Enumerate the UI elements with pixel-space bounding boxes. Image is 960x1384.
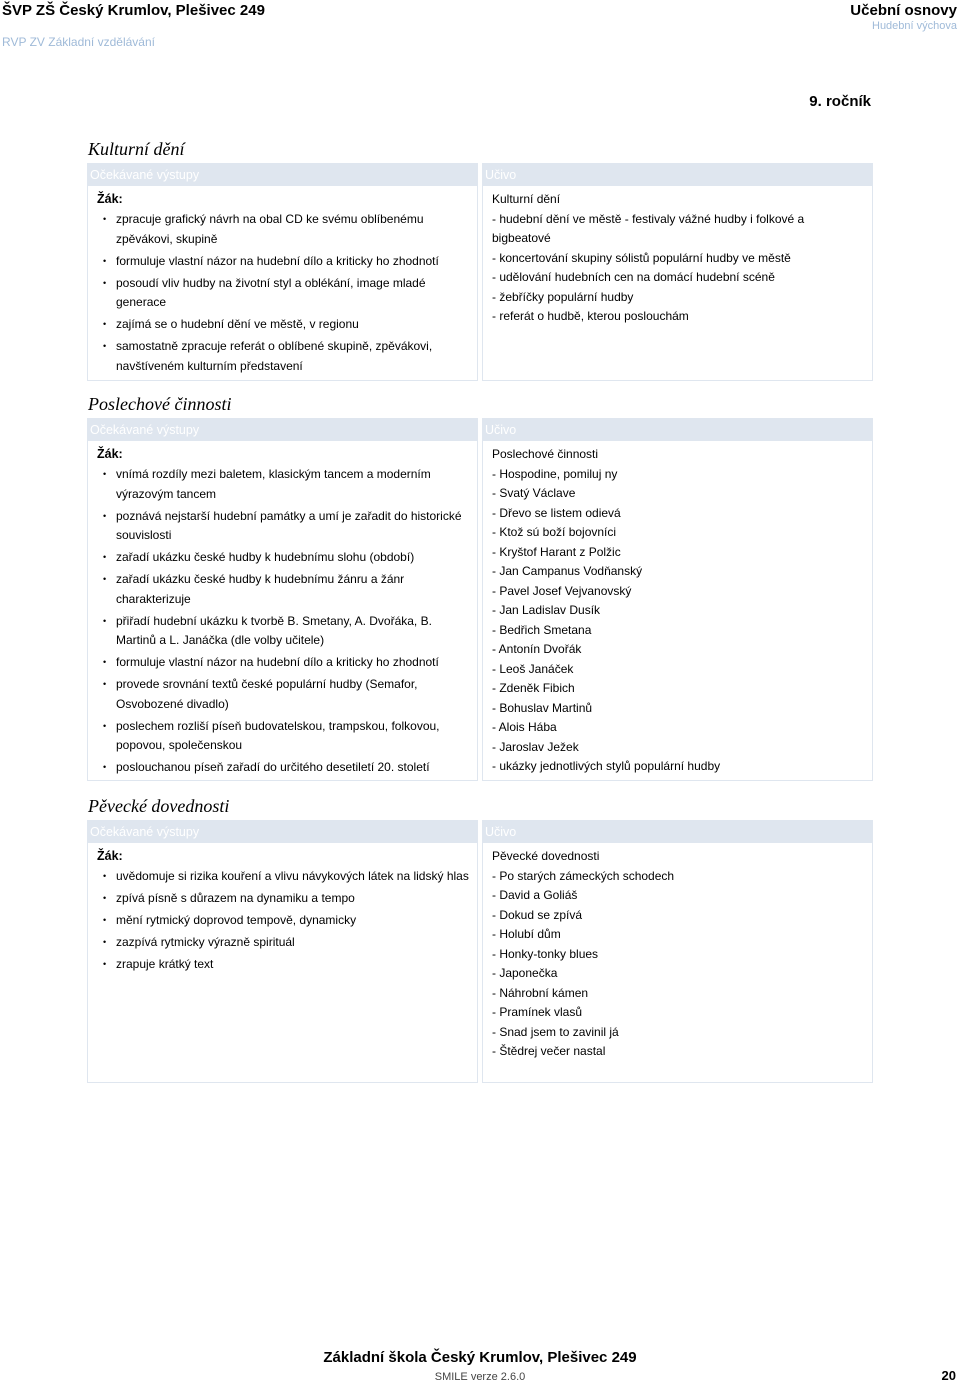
outcome-item: • poznává nejstarší hudební památky a umí je zařadit do historické souvislosti xyxy=(97,507,471,546)
outcome-item: • přiřadí hudební ukázku k tvorbě B. Smetany, A. Dvořáka, B. Martinů a L. Janáčka (dle volby učitele) xyxy=(97,612,471,651)
content-item: - Jan Campanus Vodňanský xyxy=(492,564,643,578)
section-title: Poslechové činnosti xyxy=(88,394,232,414)
outcome-item: • provede srovnání textů české populární hudby (Semafor, Osvobozené divadlo) xyxy=(97,675,471,714)
content-item: - Náhrobní kámen xyxy=(492,985,589,1000)
content-item: - koncertování skupiny sólistů populární hudby ve městě xyxy=(492,250,791,265)
content-item: - referát o hudbě, kterou poslouchám xyxy=(492,309,689,323)
content-header: Učivo xyxy=(483,821,872,843)
outcome-item: • zpívá písně s důrazem na dynamiku a tempo xyxy=(97,889,471,909)
content-item: - Kryštof Harant z Polžic xyxy=(492,544,621,559)
content-item: - Honky-tonky blues xyxy=(492,946,599,961)
outcome-item: • zařadí ukázku české hudby k hudebnímu slohu (období) xyxy=(97,548,471,568)
outcomes-list xyxy=(97,867,471,975)
student-label: Žák: xyxy=(97,447,123,461)
outcome-item: • zrapuje krátký text xyxy=(97,955,471,975)
section-pevecke-dovednosti xyxy=(87,796,873,1083)
outcome-item: • zařadí ukázku české hudby k hudebnímu žánru a žánr charakterizuje xyxy=(97,570,471,609)
content-item: - Jaroslav Ježek xyxy=(492,739,579,754)
section-poslechove-cinnosti xyxy=(87,394,873,781)
content-item: - Dokud se zpívá xyxy=(492,907,583,922)
content-item: - Japonečka xyxy=(492,966,558,980)
content-item: - Hospodine, pomiluj ny xyxy=(492,466,618,481)
content-item: - Ktož sú boží bojovníci xyxy=(492,525,617,539)
content-list xyxy=(483,843,872,1068)
grade-heading: 9. ročník xyxy=(809,93,871,110)
outcome-item: • formuluje vlastní názor na hudební dílo a kriticky ho zhodnotí xyxy=(97,653,471,673)
content-item: - Dřevo se listem odievá xyxy=(492,505,621,520)
header-school-name: ŠVP ZŠ Český Krumlov, Plešivec 249 xyxy=(2,2,265,19)
section-title: Kulturní dění xyxy=(88,139,185,159)
student-label: Žák: xyxy=(97,849,123,863)
section-kulturni-deni xyxy=(87,139,873,381)
content-column xyxy=(482,418,873,781)
content-item: - Bedřich Smetana xyxy=(492,622,592,637)
content-item: - Zdeněk Fibich xyxy=(492,681,575,695)
outcomes-list xyxy=(97,210,471,376)
content-header: Učivo xyxy=(483,164,872,186)
content-item: - Svatý Václave xyxy=(492,486,576,500)
content-item: - Alois Hába xyxy=(492,720,557,734)
outcomes-header: Očekávané výstupy xyxy=(88,419,477,441)
content-item: Pěvecké dovednosti xyxy=(492,849,600,863)
content-item: - hudební dění ve městě - festivaly vážné hudby i folkové a bigbeatové xyxy=(492,211,805,245)
content-item: Poslechové činnosti xyxy=(492,447,599,461)
outcomes-column xyxy=(87,418,478,781)
content-list xyxy=(483,441,872,783)
outcomes-header: Očekávané výstupy xyxy=(88,821,477,843)
content-item: - Štědrej večer nastal xyxy=(492,1044,606,1058)
content-header: Učivo xyxy=(483,419,872,441)
outcomes-column xyxy=(87,820,478,1083)
outcome-item: • zpracuje grafický návrh na obal CD ke svému oblíbenému zpěvákovi, skupině xyxy=(97,210,471,249)
content-item: - ukázky jednotlivých stylů populární hudby xyxy=(492,759,721,773)
content-column xyxy=(482,820,873,1083)
outcome-item: • formuluje vlastní názor na hudební dílo a kriticky ho zhodnotí xyxy=(97,252,471,272)
section-title: Pěvecké dovednosti xyxy=(88,796,230,816)
content-item: - Leoš Janáček xyxy=(492,661,574,676)
outcome-item: • poslechem rozliší píseň budovatelskou, trampskou, folkovou, popovou, společenskou xyxy=(97,717,471,756)
outcome-item: • zajímá se o hudební dění ve městě, v regionu xyxy=(97,315,471,335)
header-document-title: Učební osnovy xyxy=(850,2,957,19)
content-item: - udělování hudebních cen na domácí hudební scéně xyxy=(492,270,775,284)
outcome-item: • samostatně zpracuje referát o oblíbené skupině, zpěvákovi, navštíveném kulturním představení xyxy=(97,337,471,376)
content-item: - David a Goliáš xyxy=(492,888,578,902)
footer-school-name: Základní škola Český Krumlov, Plešivec 249 xyxy=(323,1349,637,1366)
outcomes-header: Očekávané výstupy xyxy=(88,164,477,186)
content-item: - Snad jsem to zavinil já xyxy=(492,1024,619,1039)
content-item: - Pramínek vlasů xyxy=(492,1005,583,1019)
outcome-item: • uvědomuje si rizika kouření a vlivu návykových látek na lidský hlas xyxy=(97,867,471,887)
content-item: Kulturní dění xyxy=(492,192,561,206)
student-label: Žák: xyxy=(97,192,123,206)
outcomes-list xyxy=(97,465,471,778)
header-subject: Hudební výchova xyxy=(872,20,957,32)
content-item: - Holubí dům xyxy=(492,927,561,941)
content-item: - Antonín Dvořák xyxy=(492,642,582,656)
footer-version: SMILE verze 2.6.0 xyxy=(434,1371,526,1383)
content-column xyxy=(482,163,873,381)
content-item: - žebříčky populární hudby xyxy=(492,289,634,304)
outcome-item: • posoudí vliv hudby na životní styl a oblékání, image mladé generace xyxy=(97,274,471,313)
outcomes-column xyxy=(87,163,478,381)
page-number: 20 xyxy=(941,1368,956,1383)
content-item: - Jan Ladislav Dusík xyxy=(492,603,601,617)
outcome-item: • vnímá rozdíly mezi baletem, klasickým tancem a moderním výrazovým tancem xyxy=(97,465,471,504)
content-item: - Po starých zámeckých schodech xyxy=(492,868,675,883)
outcome-item: • zazpívá rytmicky výrazně spirituál xyxy=(97,933,471,953)
content-item: - Bohuslav Martinů xyxy=(492,700,593,715)
content-list xyxy=(483,186,872,333)
header-rvp: RVP ZV Základní vzdělávání xyxy=(2,35,155,49)
outcome-item: • mění rytmický doprovod tempově, dynamicky xyxy=(97,911,471,931)
outcome-item: • poslouchanou píseň zařadí do určitého desetiletí 20. století xyxy=(97,758,471,778)
content-item: - Pavel Josef Vejvanovský xyxy=(492,583,632,598)
